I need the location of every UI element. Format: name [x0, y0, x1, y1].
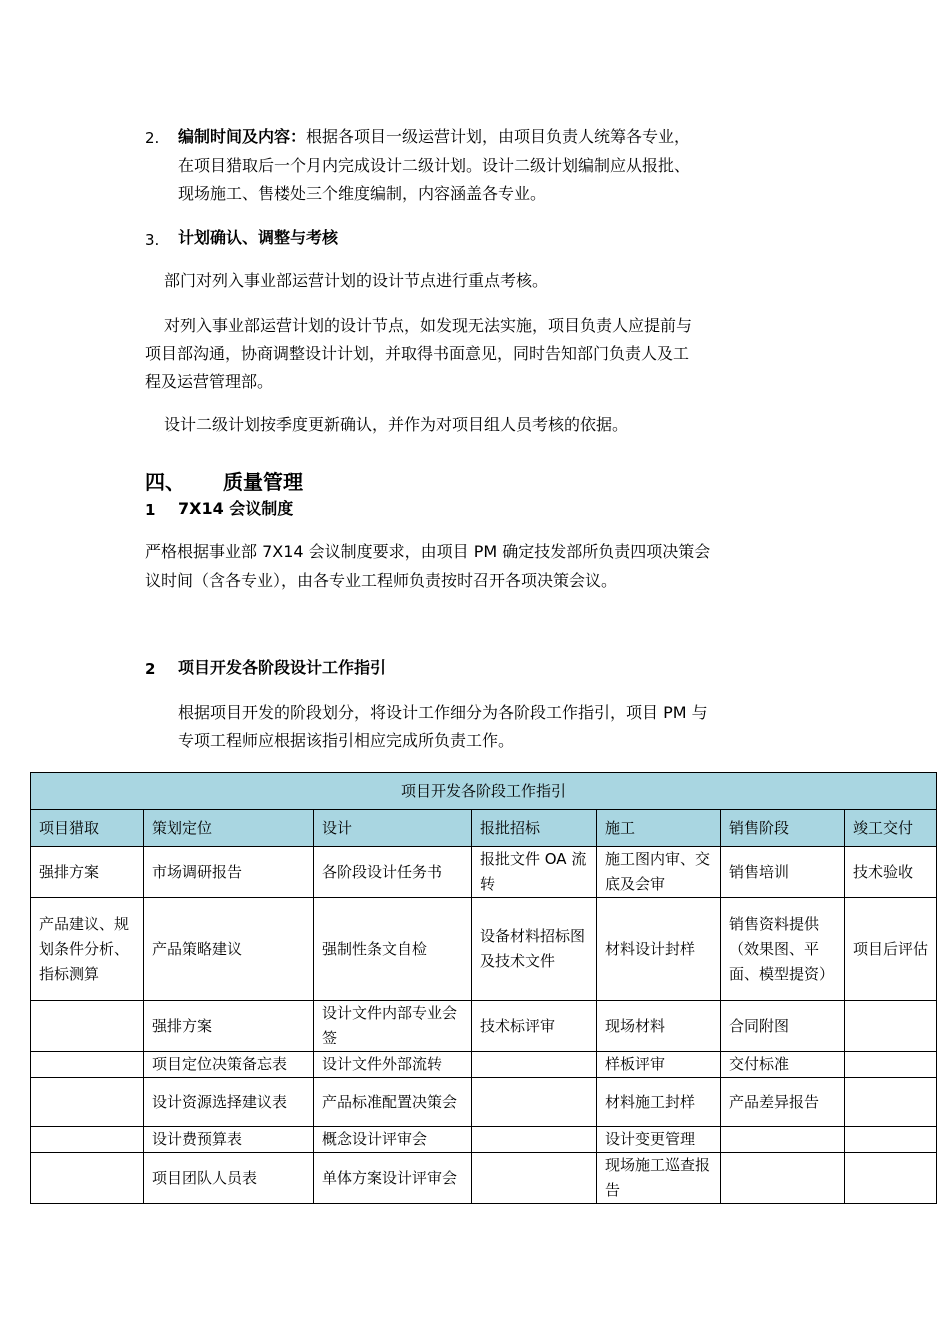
sub1-line-1: 严格根据事业部 7X14 会议制度要求，由项目 PM 确定技发部所负责四项决策会 — [145, 542, 711, 561]
table-cell: 合同附图 — [721, 1001, 845, 1052]
sub2-number: 2 — [145, 660, 156, 678]
table-cell — [31, 1052, 144, 1078]
table-cell: 报批文件 OA 流转 — [472, 847, 597, 898]
table-cell: 材料施工封样 — [597, 1078, 721, 1127]
table-cell: 现场材料 — [597, 1001, 721, 1052]
sub2-title: 项目开发各阶段设计工作指引 — [178, 658, 387, 677]
section3-para2-line1: 对列入事业部运营计划的设计节点，如发现无法实施，项目负责人应提前与 — [164, 316, 693, 335]
table-row — [31, 1127, 937, 1153]
table-cell: 销售培训 — [721, 847, 845, 898]
table-cell — [31, 1001, 144, 1052]
table-cell: 材料设计封样 — [597, 898, 721, 1001]
table-cell: 强排方案 — [31, 847, 144, 898]
header-cell: 竣工交付 — [845, 810, 937, 847]
table-cell: 设计文件内部专业会签 — [314, 1001, 472, 1052]
header-cell: 报批招标 — [472, 810, 597, 847]
table-cell — [31, 1078, 144, 1127]
table-cell — [721, 1153, 845, 1204]
table-cell — [472, 1078, 597, 1127]
section3-para2-line3: 程及运营管理部。 — [145, 372, 274, 391]
table-cell: 各阶段设计任务书 — [314, 847, 472, 898]
table-cell: 项目定位决策备忘表 — [144, 1052, 314, 1078]
section2-title: 编制时间及内容： — [178, 127, 307, 146]
table-cell: 交付标准 — [721, 1052, 845, 1078]
table-row — [31, 1153, 937, 1204]
table-cell: 设计资源选择建议表 — [144, 1078, 314, 1127]
sub1-title: 7X14 会议制度 — [178, 499, 294, 518]
table-cell: 技术标评审 — [472, 1001, 597, 1052]
table-cell: 技术验收 — [845, 847, 937, 898]
table-cell: 销售资料提供（效果图、平面、模型提资） — [721, 898, 845, 1001]
table-title: 项目开发各阶段工作指引 — [31, 773, 937, 810]
table-cell: 市场调研报告 — [144, 847, 314, 898]
table-title-row — [31, 773, 937, 810]
chapter4-title: 质量管理 — [223, 470, 303, 494]
table-row — [31, 898, 937, 1001]
table-cell: 产品策略建议 — [144, 898, 314, 1001]
section3-para3: 设计二级计划按季度更新确认，并作为对项目组人员考核的依据。 — [164, 415, 629, 434]
section3-para1: 部门对列入事业部运营计划的设计节点进行重点考核。 — [164, 271, 549, 290]
table-row — [31, 1052, 937, 1078]
section2-line-1 — [178, 129, 690, 145]
table-row — [31, 1001, 937, 1052]
table-cell — [845, 1052, 937, 1078]
table-cell — [472, 1127, 597, 1153]
table-cell: 现场施工巡查报告 — [597, 1153, 721, 1204]
table-cell: 产品标准配置决策会 — [314, 1078, 472, 1127]
table-cell: 概念设计评审会 — [314, 1127, 472, 1153]
table-cell — [845, 1001, 937, 1052]
table-cell: 样板评审 — [597, 1052, 721, 1078]
table-cell — [845, 1127, 937, 1153]
table-cell: 强排方案 — [144, 1001, 314, 1052]
header-cell: 销售阶段 — [721, 810, 845, 847]
sub1-line-2: 议时间（含各专业），由各专业工程师负责按时召开各项决策会议。 — [145, 571, 618, 590]
table-cell: 设计费预算表 — [144, 1127, 314, 1153]
sub1-number: 1 — [145, 501, 156, 519]
table-cell — [472, 1153, 597, 1204]
table-cell — [845, 1078, 937, 1127]
header-cell: 施工 — [597, 810, 721, 847]
table-header-row — [31, 810, 937, 847]
section2-line-3: 现场施工、售楼处三个维度编制，内容涵盖各专业。 — [178, 184, 547, 203]
table-cell: 设计文件外部流转 — [314, 1052, 472, 1078]
section2-number: 2. — [145, 129, 160, 147]
table-cell — [472, 1052, 597, 1078]
table-row — [31, 847, 937, 898]
sub2-line-2: 专项工程师应根据该指引相应完成所负责工作。 — [178, 731, 515, 750]
table-cell: 项目后评估 — [845, 898, 937, 1001]
table-cell: 产品差异报告 — [721, 1078, 845, 1127]
table-cell — [845, 1153, 937, 1204]
table-cell: 强制性条文自检 — [314, 898, 472, 1001]
chapter4-heading — [145, 466, 303, 495]
table-cell: 设计变更管理 — [597, 1127, 721, 1153]
table-row — [31, 1078, 937, 1127]
sub2-line-1: 根据项目开发的阶段划分，将设计工作细分为各阶段工作指引，项目 PM 与 — [178, 703, 708, 722]
table-cell — [721, 1127, 845, 1153]
section3-para2-line2: 项目部沟通，协商调整设计计划，并取得书面意见，同时告知部门负责人及工 — [145, 344, 690, 363]
section2-text-1: 根据各项目一级运营计划，由项目负责人统筹各专业， — [306, 127, 691, 146]
table-cell: 产品建议、规划条件分析、指标测算 — [31, 898, 144, 1001]
section3-title: 计划确认、调整与考核 — [178, 228, 339, 247]
table-cell — [31, 1153, 144, 1204]
table-cell: 设备材料招标图及技术文件 — [472, 898, 597, 1001]
table-cell: 项目团队人员表 — [144, 1153, 314, 1204]
table-cell: 施工图内审、交底及会审 — [597, 847, 721, 898]
header-cell: 策划定位 — [144, 810, 314, 847]
section3-number: 3. — [145, 231, 160, 249]
header-cell: 设计 — [314, 810, 472, 847]
table-cell: 单体方案设计评审会 — [314, 1153, 472, 1204]
header-cell: 项目猎取 — [31, 810, 144, 847]
stage-guide-table — [30, 772, 937, 1204]
table-cell — [31, 1127, 144, 1153]
section2-line-2: 在项目猎取后一个月内完成设计二级计划。设计二级计划编制应从报批、 — [178, 156, 691, 175]
chapter4-number: 四、 — [145, 470, 185, 494]
